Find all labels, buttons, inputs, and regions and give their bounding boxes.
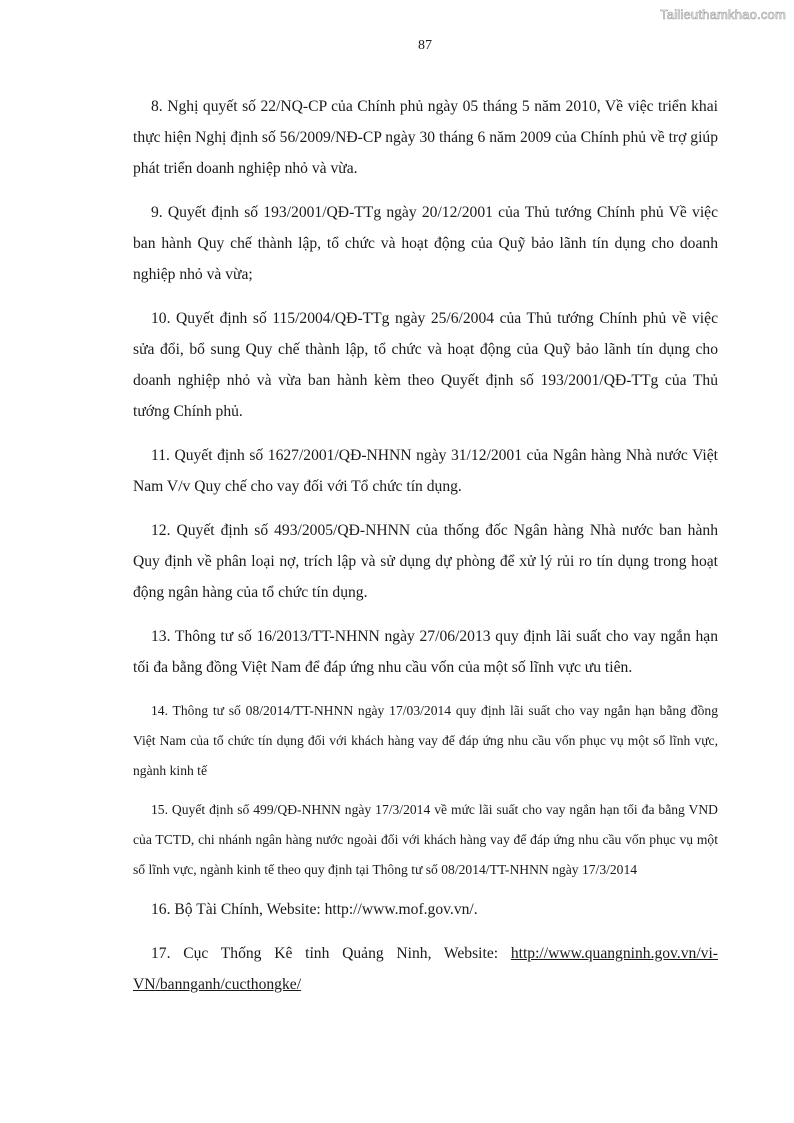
- reference-item: [133, 91, 718, 184]
- reference-text: 17. Cục Thống Kê tỉnh Quảng Ninh, Website:: [151, 945, 511, 962]
- reference-text: 15. Quyết định số 499/QĐ-NHNN ngày 17/3/2014 về mức lãi suất cho vay ngắn hạn tối đa bằng VND của TCTD, chi nhánh ngân hàng nước ngoài đối với khách hàng vay để đáp ứng nhu cầu vốn phục vụ một số lĩnh vực, ngành kinh tế theo quy định tại Thông tư số 08/2014/TT-NHNN ngày 17/3/2014: [133, 802, 718, 877]
- page-number: 87: [418, 38, 432, 53]
- reference-item: [133, 696, 718, 786]
- reference-item: [133, 938, 718, 1000]
- reference-item: [133, 894, 718, 925]
- reference-text: 14. Thông tư số 08/2014/TT-NHNN ngày 17/03/2014 quy định lãi suất cho vay ngắn hạn bằng đồng Việt Nam của tổ chức tín dụng đối với khách hàng vay để đáp ứng nhu cầu vốn phục vụ một số lĩnh vực, ngành kinh tế: [133, 703, 718, 778]
- reference-list: [133, 91, 718, 1013]
- reference-item: [133, 440, 718, 502]
- reference-text: 10. Quyết định số 115/2004/QĐ-TTg ngày 25/6/2004 của Thủ tướng Chính phủ về việc sửa đổi, bổ sung Quy chế thành lập, tổ chức và hoạt động của Quỹ bảo lãnh tín dụng cho doanh nghiệp nhỏ và vừa ban hành kèm theo Quyết định số 193/2001/QĐ-TTg của Thủ tướng Chính phủ.: [133, 310, 718, 420]
- reference-item: [133, 621, 718, 683]
- reference-text: 9. Quyết định số 193/2001/QĐ-TTg ngày 20/12/2001 của Thủ tướng Chính phủ Về việc ban hành Quy chế thành lập, tổ chức và hoạt động của Quỹ bảo lãnh tín dụng cho doanh nghiệp nhỏ và vừa;: [133, 204, 718, 283]
- reference-item: [133, 515, 718, 608]
- reference-link[interactable]: http://www.quangninh.gov.vn/vi-VN/bannganh/cucthongke/: [133, 945, 718, 993]
- reference-item: [133, 197, 718, 290]
- reference-text: 16. Bộ Tài Chính, Website: http://www.mof.gov.vn/.: [151, 901, 478, 918]
- reference-text: 11. Quyết định số 1627/2001/QĐ-NHNN ngày 31/12/2001 của Ngân hàng Nhà nước Việt Nam V/v Quy chế cho vay đối với Tổ chức tín dụng.: [133, 447, 718, 495]
- reference-item: [133, 795, 718, 885]
- watermark: Tailieuthamkhao.com: [660, 7, 786, 22]
- reference-text: 13. Thông tư số 16/2013/TT-NHNN ngày 27/06/2013 quy định lãi suất cho vay ngắn hạn tối đa bằng đồng Việt Nam để đáp ứng nhu cầu vốn của một số lĩnh vực ưu tiên.: [133, 628, 718, 676]
- reference-text: 8. Nghị quyết số 22/NQ-CP của Chính phủ ngày 05 tháng 5 năm 2010, Về việc triển khai thực hiện Nghị định số 56/2009/NĐ-CP ngày 30 tháng 6 năm 2009 của Chính phủ về trợ giúp phát triển doanh nghiệp nhỏ và vừa.: [133, 98, 718, 177]
- reference-text: 12. Quyết định số 493/2005/QĐ-NHNN của thống đốc Ngân hàng Nhà nước ban hành Quy định về phân loại nợ, trích lập và sử dụng dự phòng để xử lý rủi ro tín dụng trong hoạt động ngân hàng của tổ chức tín dụng.: [133, 522, 718, 601]
- reference-item: [133, 303, 718, 427]
